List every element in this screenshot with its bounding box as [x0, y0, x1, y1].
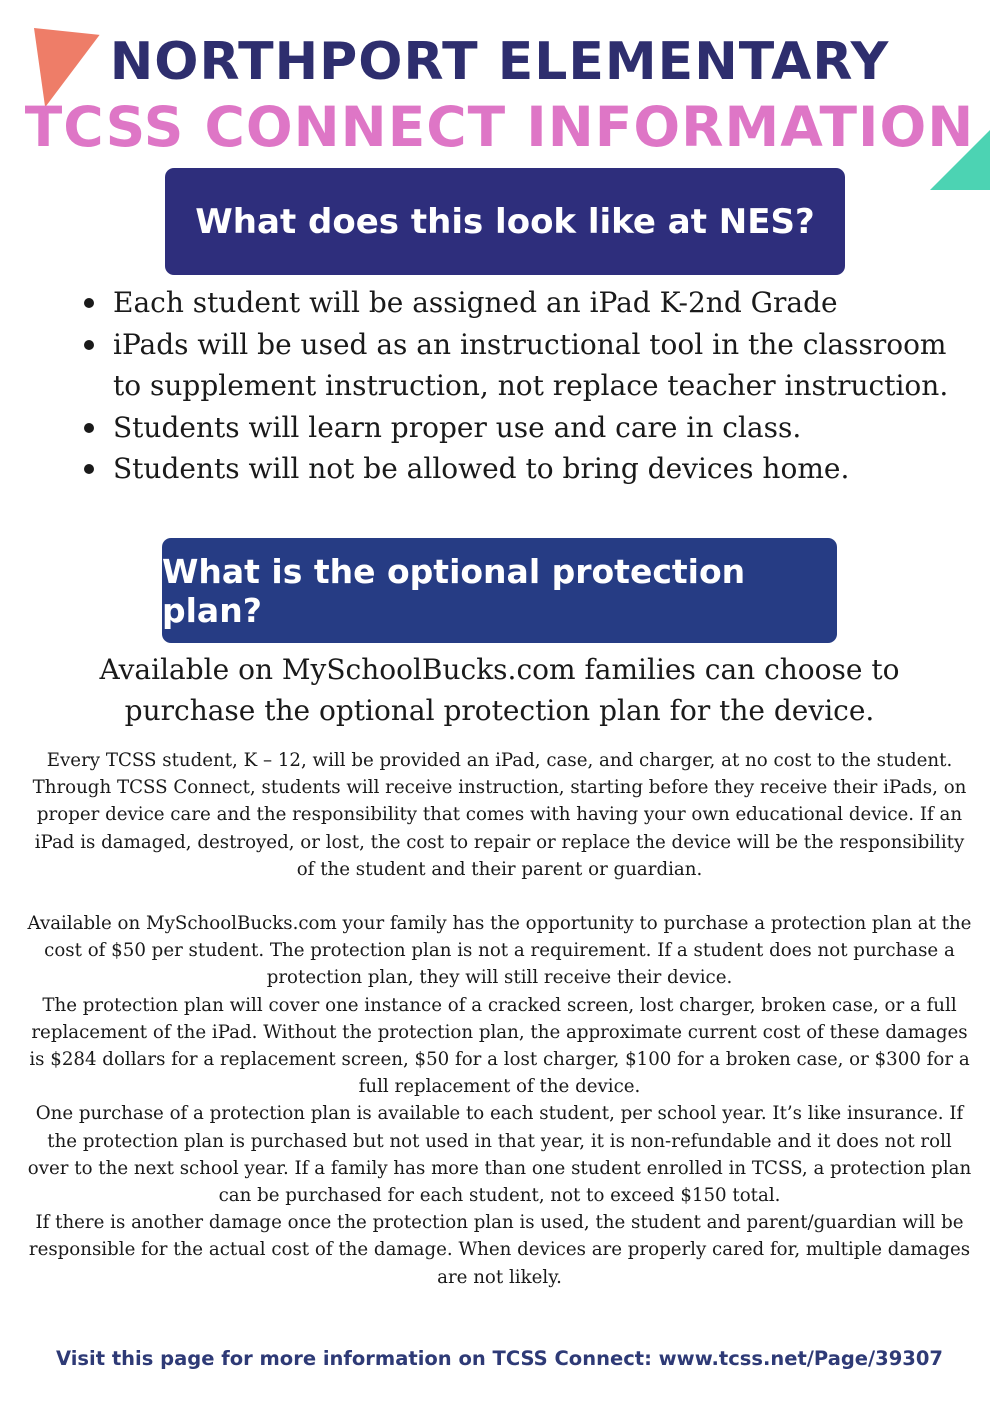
section-heading-protection-plan	[162, 538, 837, 643]
list-item	[78, 448, 968, 490]
bullet-dot-icon	[84, 298, 94, 308]
protection-plan-details	[25, 747, 974, 1291]
list-item-text: iPads will be used as an instructional tool in the classroom to supplement instruction, not replace teacher instruction.	[113, 327, 949, 402]
bullet-dot-icon	[84, 340, 94, 350]
protection-plan-intro: Available on MySchoolBucks.com families can choose to purchase the optional protection plan for the device.	[99, 653, 900, 727]
paragraph: Available on MySchoolBucks.com your family has the opportunity to purchase a protection plan at the cost of $50 per student. The protection plan is not a requirement. If a student does not purchase a protection plan, they will still receive their device.	[27, 913, 972, 989]
paragraph: If there is another damage once the protection plan is used, the student and parent/guardian will be responsible for the actual cost of the damage. When devices are properly cared for, multiple damages are not likely.	[28, 1212, 971, 1288]
bullet-dot-icon	[84, 464, 94, 474]
list-item	[78, 407, 968, 449]
footer-more-info-link[interactable]: Visit this page for more information on TCSS Connect: www.tcss.net/Page/39307	[56, 1347, 943, 1370]
paragraph: Every TCSS student, K – 12, will be provided an iPad, case, and charger, at no cost to the student. Through TCSS Connect, students will receive instruction, starting before they receive their iPads, on proper device care and the responsibility that comes with having your own educational device. If an iPad is damaged, destroyed, or lost, the cost to repair or replace the device will be the responsibility of the student and their parent or guardian.	[32, 750, 967, 880]
section-heading-nes-text: What does this look like at NES?	[195, 201, 815, 242]
section-heading-protection-plan-text: What is the optional protection plan?	[162, 551, 746, 630]
program-title: TCSS CONNECT INFORMATION	[24, 95, 975, 159]
list-item	[78, 324, 968, 407]
section-heading-nes	[165, 168, 845, 275]
school-name-title: NORTHPORT ELEMENTARY	[109, 32, 890, 92]
list-item	[78, 282, 968, 324]
nes-bullet-list	[78, 282, 968, 490]
paragraph: One purchase of a protection plan is available to each student, per school year. It’s like insurance. If the protection plan is purchased but not used in that year, it is non-refundable and it does not roll over to the next school year. If a family has more than one student enrolled in TCSS, a protection plan can be purchased for each student, not to exceed $150 total.	[27, 1103, 972, 1207]
paragraph-spacer	[25, 883, 974, 910]
list-item-text: Students will learn proper use and care in class.	[113, 410, 802, 444]
list-item-text: Each student will be assigned an iPad K-2nd Grade	[113, 286, 838, 319]
paragraph: The protection plan will cover one instance of a cracked screen, lost charger, broken case, or a full replacement of the iPad. Without the protection plan, the approximate current cost of these damages is $284 dollars for a replacement screen, $50 for a lost charger, $100 for a broken case, or $300 for a full replacement of the device.	[29, 994, 970, 1098]
bullet-dot-icon	[84, 423, 94, 433]
list-item-text: Students will not be allowed to bring devices home.	[113, 452, 850, 485]
